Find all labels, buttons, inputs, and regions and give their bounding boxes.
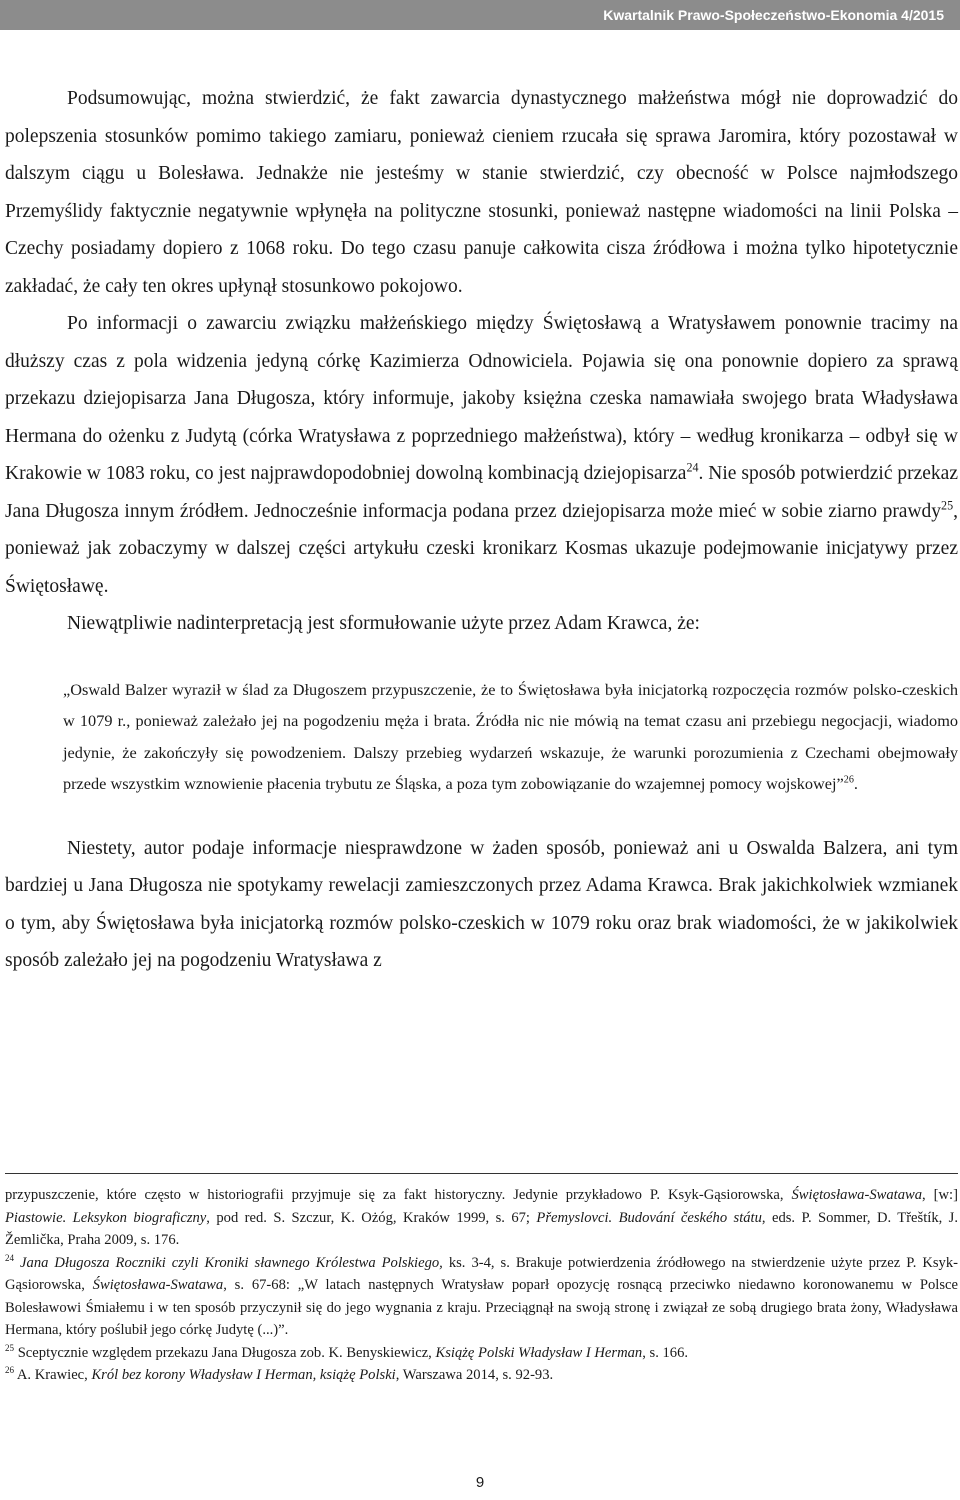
quote-text: „Oswald Balzer wyraził w ślad za Długoszem przypuszczenie, że to Świętosława była inicjatorką rozpoczęcia rozmów polsko-czeskich w 1079 r., ponieważ zależało jej na pogodzeniu męża i brata. Źródła nic nie mówią na temat czasu ani przebiegu negocjacji, wiadomo jedynie, że zakończyły się powodzeniem. Dalszy przebieg wydarzeń wskazuje, że warunki porozumienia z Czechami obejmowały przede wszystkim wznowienie płacenia trybutu ze Śląska, a poza tym zobowiązanie do wzajemnej pomocy wojskowej” [63,679,958,793]
footnote-24-number: 24 [5,1252,15,1263]
footnote-25-text-a: Sceptycznie względem przekazu Jana Długosza zob. K. Benyskiewicz, [14,1344,436,1361]
paragraph-1: Podsumowując, można stwierdzić, że fakt zawarcia dynastycznego małżeństwa mógł nie doprowadzić do polepszenia stosunków pomimo takiego zamiaru, ponieważ cieniem rzucała się sprawa Jaromira, który pozostawał w dalszym ciągu u Bolesława. Jednakże nie jesteśmy w stanie stwierdzić, czy obecność w Polsce najmłodszego Przemyślidy faktycznie negatywnie wpłynęła na polityczne stosunki, ponieważ następne wiadomości na linii Polska – Czechy posiadamy dopiero z 1068 roku. Do tego czasu panuje całkowita cisza źródłowa i można tylko hipotetycznie zakładać, że cały ten okres upłynął stosunkowo pokojowo. [5,88,958,297]
footnote-24-text-b: ks. 3-4, s. Brakuje potwierdzenia źródłowego na stwierdzenie użyte przez P. Ksyk-Gąsiorowska, [5,1254,958,1293]
footnote-cont-text-c: , [w:] [922,1187,958,1203]
footnote-cont-text-a: przypuszczenie, które często w historiografii przyjmuje się za fakt historyczny. Jedynie przykładowo P. Ksyk-Gąsiorowska, [5,1187,792,1203]
footnote-25-text-c: , s. 166. [642,1344,689,1361]
footnote-24-title-2: Świętosława-Swatawa [92,1277,224,1293]
quote-end: . [853,774,858,793]
footnote-26 [5,1364,958,1387]
footnote-cont-title-1: Świętosława-Swatawa [791,1187,923,1203]
page-number: 9 [475,1474,485,1491]
paragraph-2-part-c: , ponieważ jak zobaczymy w dalszej części artykułu czeski kronikarz Kosmas ukazuje podejmowanie inicjatywy przez Świętosławę. [5,500,958,597]
main-text [5,80,958,980]
footnote-cont-text-g: , eds. P. Sommer, D. Třeštík, J. Žemlička, Praha 2009, s. 176. [5,1209,958,1248]
footnote-26-title: Król bez korony Władysław I Herman, książę Polski [91,1367,396,1383]
journal-header [0,0,960,30]
footnote-ref-26[interactable]: 26 [843,774,854,786]
paragraph-2 [5,305,958,605]
block-quote [63,674,958,800]
footnote-separator [5,1173,958,1174]
footnote-24-title: Jana Długosza Roczniki czyli Kroniki sławnego Królestwa Polskiego, [20,1254,443,1271]
footnote-26-text-c: , Warszawa 2014, s. 92-93. [395,1367,554,1383]
footnotes [5,1184,958,1387]
footnote-25-number: 25 [5,1342,15,1353]
footnote-cont-text-e: , pod red. S. Szczur, K. Ożóg, Kraków 1999, s. 67; [206,1209,537,1226]
footnote-24-text-d: , s. 67-68: „W latach następnych Wratysław poparł opozycję rosnącą przeciwko niedawno koronowanemu w Polsce Bolesławowi Śmiałemu i w ten sposób przyczynił się do jego wygnania z kraju. Przeciągnął na swoją stronę i związał ze sobą drugiego brata żony, Władysława Hermana, który poślubił jego córkę Judytę (...)”. [5,1277,958,1338]
footnote-ref-24[interactable]: 24 [686,460,699,475]
footnote-continuation [5,1184,958,1252]
footnote-ref-25[interactable]: 25 [941,498,954,512]
footnote-25 [5,1342,958,1365]
footnote-cont-title-2: Piastowie. Leksykon biograficzny [5,1209,207,1226]
footnote-26-number: 26 [5,1365,15,1376]
journal-title: Kwartalnik Prawo-Społeczeństwo-Ekonomia 4/2015 [603,7,944,23]
paragraph-2-part-a: Po informacji o zawarciu związku małżeńskiego między Świętosławą a Wratysławem ponownie tracimy na dłuższy czas z pola widzenia jedyną córkę Kazimierza Odnowiciela. Pojawia się ona ponownie dopiero za sprawą przekazu dziejopisarza Jana Długosza, który informuje, jakoby księżna czeska namawiała swojego brata Władysława Hermana do ożenku z Judytą (córka Wratysława z poprzedniego małżeństwa), który – według kronikarza – odbył się w Krakowie w 1083 roku, co jest najprawdopodobniej dowolną kombinacją dziejopisarza [5,313,958,484]
paragraph-3: Niewątpliwie nadinterpretacją jest sformułowanie użyte przez Adam Krawca, że: [67,613,700,634]
footnote-cont-title-3: Přemyslovci. Budování českého státu [536,1209,762,1226]
footnote-24 [5,1252,958,1342]
footnote-25-title: Książę Polski Władysław I Herman [435,1344,643,1361]
paragraph-2-part-b: . Nie sposób potwierdzić przekaz Jana Długosza innym źródłem. Jednocześnie informacja podana przez dziejopisarza może mieć w sobie ziarno prawdy [5,463,958,522]
footnote-26-text-a: A. Krawiec, [14,1367,92,1383]
paragraph-4: Niestety, autor podaje informacje niesprawdzone w żaden sposób, ponieważ ani u Oswalda Balzera, ani tym bardziej u Jana Długosza nie spotykamy rewelacji zamieszczonych przez Adama Krawca. Brak jakichkolwiek wzmianek o tym, aby Świętosława była inicjatorką rozmów polsko-czeskich w 1079 roku oraz brak wiadomości, że w jakikolwiek sposób zależało jej na pogodzeniu Wratysława z [5,837,958,971]
